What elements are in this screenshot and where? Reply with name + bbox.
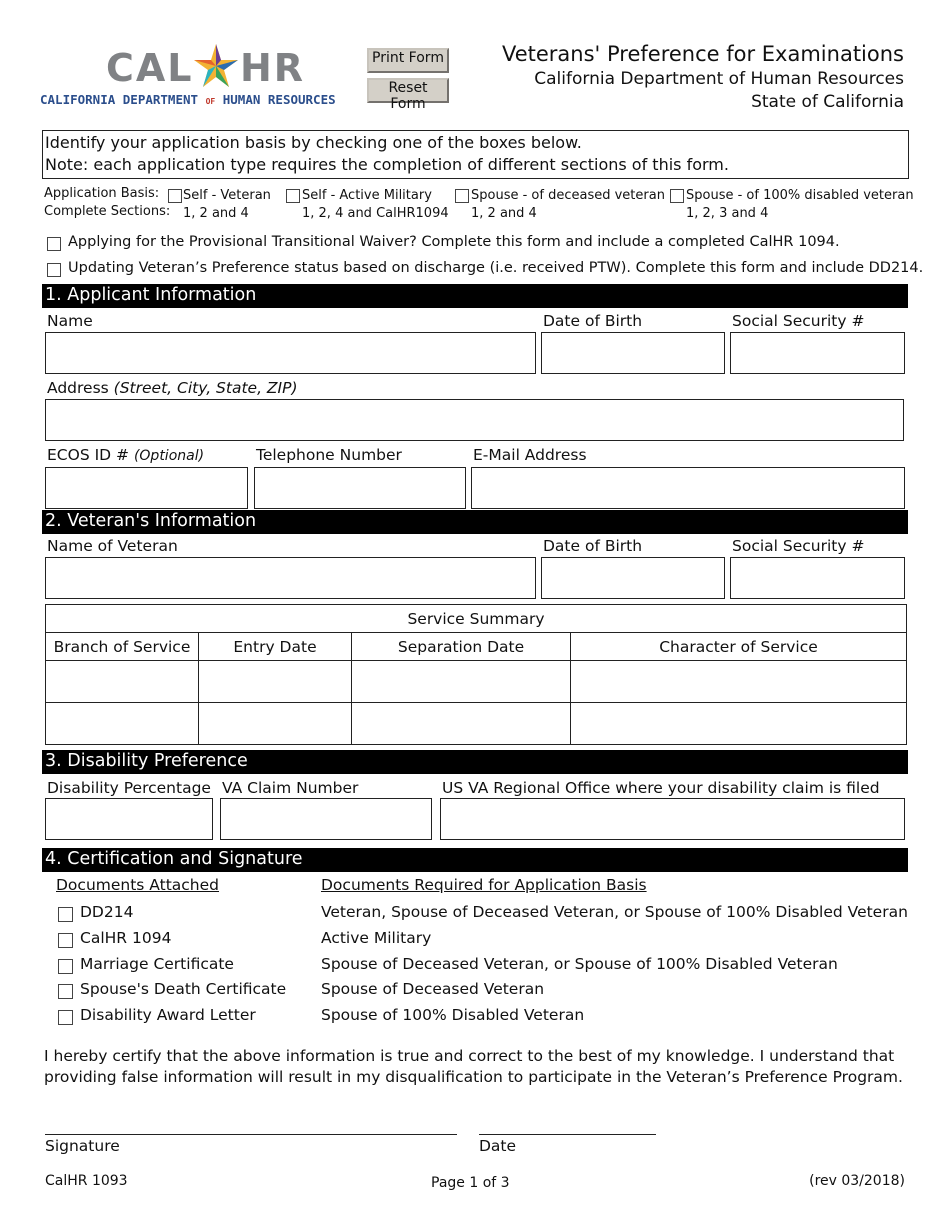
column-header: Character of Service: [571, 633, 907, 661]
date-line[interactable]: [479, 1134, 656, 1135]
service-separation-cell[interactable]: [352, 661, 571, 703]
basis-self-veteran-sections: 1, 2 and 4: [183, 206, 249, 221]
doc-death-certificate-checkbox[interactable]: [58, 984, 73, 999]
doc-death-certificate-label: Spouse's Death Certificate: [80, 980, 287, 998]
logo-sub-left: CALIFORNIA DEPARTMENT: [40, 92, 199, 107]
service-branch-cell[interactable]: [46, 661, 199, 703]
service-summary-title: Service Summary: [46, 605, 907, 633]
instructions-box: [42, 130, 909, 179]
va-claim-number-label: VA Claim Number: [222, 779, 359, 797]
ecos-id-label: [47, 446, 204, 464]
logo-subtitle: [40, 92, 360, 107]
application-basis-label: Application Basis:: [44, 186, 160, 201]
email-input[interactable]: [471, 467, 905, 509]
disability-percentage-label: Disability Percentage: [47, 779, 211, 797]
basis-active-military-checkbox[interactable]: [286, 189, 300, 203]
date-label: Date: [479, 1137, 517, 1155]
va-regional-office-label: US VA Regional Office where your disability claim is filed: [442, 779, 880, 797]
service-summary-table: [45, 604, 907, 745]
email-label: E-Mail Address: [473, 446, 587, 464]
waiver-label: Applying for the Provisional Transitional Waiver? Complete this form and include a completed CalHR 1094.: [68, 234, 840, 250]
doc-dd214-label: DD214: [80, 903, 134, 921]
basis-spouse-disabled-sections: 1, 2, 3 and 4: [686, 206, 769, 221]
ecos-id-input[interactable]: [45, 467, 248, 509]
basis-self-veteran-label: Self - Veteran: [183, 188, 271, 203]
instructions-line-1: Identify your application basis by checking one of the boxes below.: [45, 133, 582, 152]
service-character-cell[interactable]: [571, 703, 907, 745]
veteran-ssn-input[interactable]: [730, 557, 905, 599]
reset-form-button[interactable]: [367, 78, 449, 112]
form-number: CalHR 1093: [45, 1173, 128, 1189]
state-name: State of California: [751, 92, 904, 112]
doc-dd214-requirement: Veteran, Spouse of Deceased Veteran, or Spouse of 100% Disabled Veteran: [321, 903, 908, 921]
applicant-address-label: [47, 379, 298, 397]
doc-calhr1094-label: CalHR 1094: [80, 929, 172, 947]
revision-date: (rev 03/2018): [809, 1173, 905, 1189]
signature-label: Signature: [45, 1137, 120, 1155]
documents-required-heading: Documents Required for Application Basis: [321, 876, 647, 894]
department-name: California Department of Human Resources: [534, 69, 904, 89]
waiver-checkbox[interactable]: [47, 237, 61, 251]
updating-checkbox[interactable]: [47, 263, 61, 277]
telephone-label: Telephone Number: [256, 446, 402, 464]
applicant-dob-input[interactable]: [541, 332, 725, 374]
veteran-dob-input[interactable]: [541, 557, 725, 599]
print-form-label: Print Form: [372, 50, 444, 66]
complete-sections-label: Complete Sections:: [44, 204, 171, 219]
column-header: Branch of Service: [46, 633, 199, 661]
ecos-hint-text: (Optional): [133, 448, 205, 464]
certification-line-1: I hereby certify that the above information is true and correct to the best of my knowledge. I understand that: [44, 1047, 895, 1065]
section-2-header: 2. Veteran's Information: [42, 510, 908, 534]
ecos-label-text: ECOS ID #: [47, 446, 130, 464]
instructions-line-2: Note: each application type requires the completion of different sections of this form.: [45, 155, 729, 174]
section-1-header: 1. Applicant Information: [42, 284, 908, 308]
doc-marriage-requirement: Spouse of Deceased Veteran, or Spouse of 100% Disabled Veteran: [321, 955, 838, 973]
basis-spouse-deceased-sections: 1, 2 and 4: [471, 206, 537, 221]
address-label-text: Address: [47, 379, 109, 397]
doc-marriage-label: Marriage Certificate: [80, 955, 234, 973]
signature-line[interactable]: [45, 1134, 457, 1135]
va-claim-number-input[interactable]: [220, 798, 432, 840]
applicant-ssn-input[interactable]: [730, 332, 905, 374]
doc-disability-letter-label: Disability Award Letter: [80, 1006, 256, 1024]
address-hint-text: (Street, City, State, ZIP): [113, 379, 298, 397]
basis-active-military-sections: 1, 2, 4 and CalHR1094: [302, 206, 449, 221]
logo-sub-of: OF: [205, 97, 216, 106]
doc-death-certificate-requirement: Spouse of Deceased Veteran: [321, 980, 545, 998]
veteran-ssn-label: Social Security #: [732, 537, 865, 555]
doc-dd214-checkbox[interactable]: [58, 907, 73, 922]
basis-spouse-disabled-label: Spouse - of 100% disabled veteran: [686, 188, 914, 203]
disability-percentage-input[interactable]: [45, 798, 213, 840]
basis-active-military-label: Self - Active Military: [302, 188, 432, 203]
doc-calhr1094-checkbox[interactable]: [58, 933, 73, 948]
doc-disability-letter-checkbox[interactable]: [58, 1010, 73, 1025]
star-icon: [192, 42, 240, 90]
documents-attached-heading: Documents Attached: [56, 876, 220, 894]
veteran-name-label: Name of Veteran: [47, 537, 178, 555]
logo-cal-text: CAL: [106, 46, 194, 90]
va-regional-office-input[interactable]: [440, 798, 905, 840]
doc-disability-letter-requirement: Spouse of 100% Disabled Veteran: [321, 1006, 585, 1024]
veteran-dob-label: Date of Birth: [543, 537, 643, 555]
applicant-dob-label: Date of Birth: [543, 312, 643, 330]
doc-calhr1094-requirement: Active Military: [321, 929, 432, 947]
doc-marriage-checkbox[interactable]: [58, 959, 73, 974]
section-4-header: 4. Certification and Signature: [42, 848, 908, 872]
calhr-logo: [40, 40, 360, 112]
service-separation-cell[interactable]: [352, 703, 571, 745]
column-header: Separation Date: [352, 633, 571, 661]
applicant-name-input[interactable]: [45, 332, 536, 374]
applicant-name-label: Name: [47, 312, 93, 330]
reset-form-label: Reset Form: [388, 80, 428, 112]
logo-sub-right: HUMAN RESOURCES: [222, 92, 336, 107]
basis-spouse-deceased-checkbox[interactable]: [455, 189, 469, 203]
updating-label: Updating Veteran’s Preference status based on discharge (i.e. received PTW). Complete this form and include DD214.: [68, 260, 924, 276]
page-number: Page 1 of 3: [431, 1175, 510, 1191]
service-branch-cell[interactable]: [46, 703, 199, 745]
basis-spouse-disabled-checkbox[interactable]: [670, 189, 684, 203]
veteran-name-input[interactable]: [45, 557, 536, 599]
column-header: Entry Date: [199, 633, 352, 661]
section-3-header: 3. Disability Preference: [42, 750, 908, 774]
print-form-button[interactable]: [367, 48, 449, 73]
logo-hr-text: HR: [240, 46, 306, 90]
certification-line-2: providing false information will result in my disqualification to participate in the Veteran’s Preference Program.: [44, 1068, 903, 1086]
service-character-cell[interactable]: [571, 661, 907, 703]
basis-self-veteran-checkbox[interactable]: [168, 189, 182, 203]
form-title: Veterans' Preference for Examinations: [501, 42, 904, 66]
applicant-address-input[interactable]: [45, 399, 904, 441]
service-entry-cell[interactable]: [199, 703, 352, 745]
telephone-input[interactable]: [254, 467, 466, 509]
service-entry-cell[interactable]: [199, 661, 352, 703]
applicant-ssn-label: Social Security #: [732, 312, 865, 330]
basis-spouse-deceased-label: Spouse - of deceased veteran: [471, 188, 665, 203]
